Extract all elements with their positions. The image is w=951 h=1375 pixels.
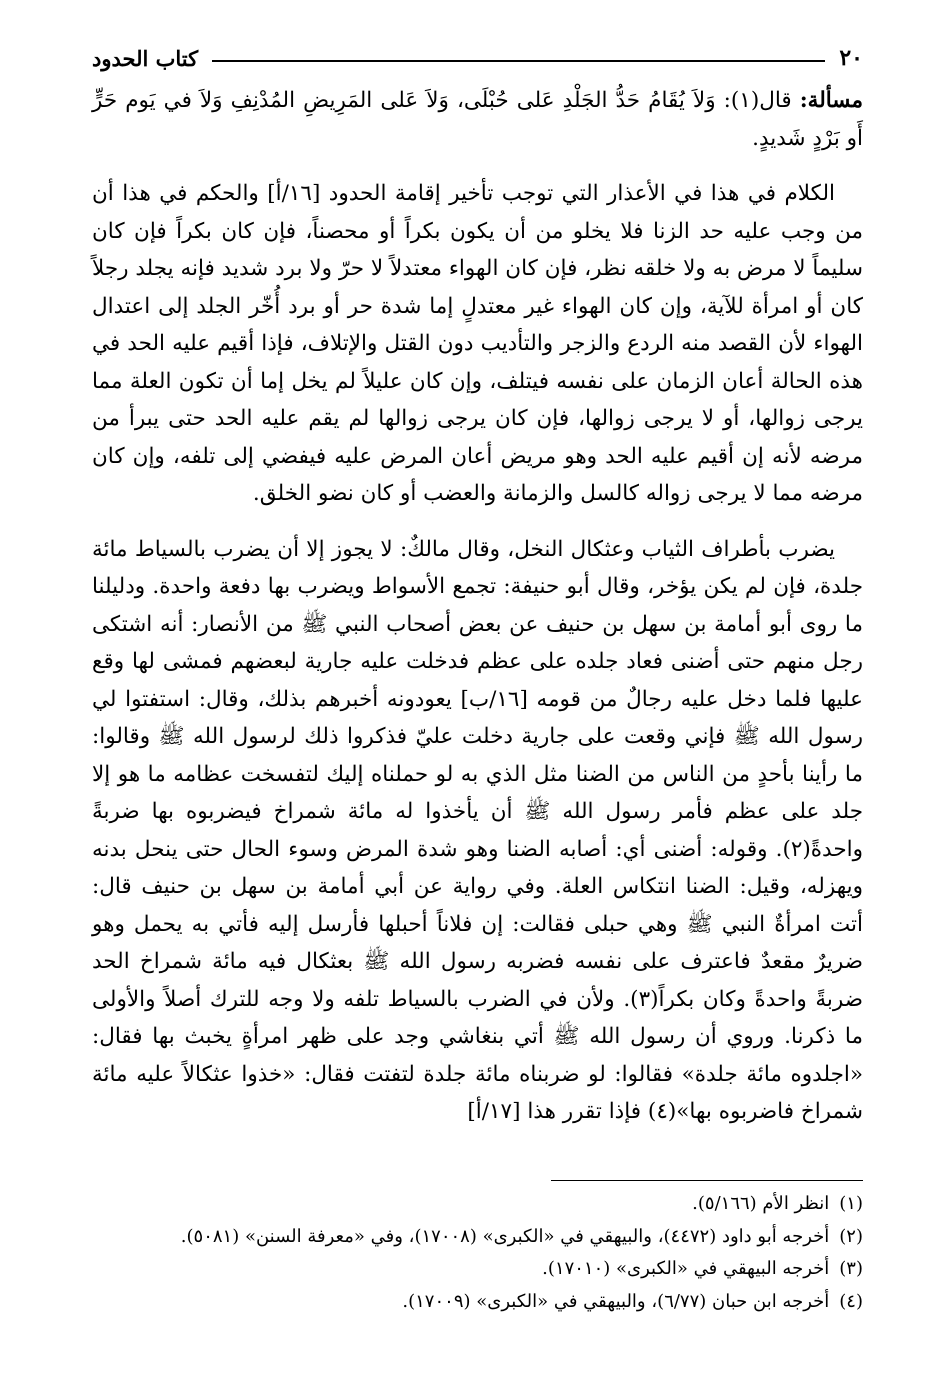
footnote-number: (٢): [839, 1225, 863, 1247]
main-text: [92, 82, 863, 1131]
masala-paragraph: [92, 82, 863, 157]
footnote-number: (١): [839, 1193, 863, 1214]
footnote-text: انظر الأم (٥/١٦٦).: [692, 1193, 830, 1214]
masala-label: مسألة:: [799, 88, 863, 113]
header-rule: [212, 60, 825, 62]
running-title: كتاب الحدود: [92, 45, 199, 71]
footnote-item: [92, 1188, 863, 1221]
footnote-item: [92, 1221, 863, 1254]
evidence-paragraph: يضرب بأطراف الثياب وعثكال النخل، وقال مالكٌ: لا يجوز إلا أن يضرب بالسياط مائة جلدة، فإن لم يكن يؤخر، وقال أبو حنيفة: تجمع الأسواط ويضرب بها دفعة واحدة. ودليلنا ما روى أبو أمامة بن سهل بن حنيف عن بعض أصحاب النبي ﷺ من الأنصار: أنه اشتكى رجل منهم حتى أضنى فعاد جلده على عظم فدخلت عليه جارية لبعضهم فمشى لها وقع عليها فلما دخل عليه رجالٌ من قومه [١٦/ب] يعودونه أخبرهم بذلك، وقال: استفتوا لي رسول الله ﷺ فإني وقعت على جارية دخلت عليّ فذكروا ذلك لرسول الله ﷺ وقالوا: ما رأينا بأحدٍ من الناس من الضنا مثل الذي به لو حملناه إليك لتفسخت عظامه ما هو إلا جلد على عظم فأمر رسول الله ﷺ أن يأخذوا له مائة شمراخ فيضربوه بها ضربةً واحدةً(٢). وقوله: أضنى أي: أصابه الضنا وهو شدة المرض وسوء الحال حتى ينحل بدنه ويهزله، وقيل: الضنا انتكاس العلة. وفي رواية عن أبي أمامة بن سهل بن حنيف قال: أتت امرأةٌ النبي ﷺ وهي حبلى فقالت: إن فلاناً أحبلها فأرسل إليه فأتي به يحمل وهو ضريرٌ مقعدٌ فاعترف على نفسه فضربه رسول الله ﷺ بعثكال فيه مائة شمراخ الحد ضربةً واحدةً وكان بكراً(٣). ولأن في الضرب بالسياط تلفه ولا وجه للترك أصلاً والأولى ما ذكرنا. وروي أن رسول الله ﷺ أتي بنغاشي وجد على ظهر امرأةٍ يخبث بها فقال: «اجلدوه مائة جلدة» فقالوا: لو ضربناه مائة جلدة لتفتت فقال: «خذوا عثكالاً عليه مائة شمراخ فاضربوه بها»(٤) فإذا تقرر هذا [١٧/أ]: [92, 536, 863, 1124]
footnote-item: [92, 1253, 863, 1286]
footnote-text: أخرجه ابن حبان (٦/٧٧)، والبيهقي في «الكبرى» (١٧٠٠٩).: [402, 1290, 830, 1312]
book-page: [92, 0, 863, 1375]
footnote-separator: [551, 1180, 863, 1181]
commentary-paragraph: الكلام في هذا في الأعذار التي توجب تأخير إقامة الحدود [١٦/أ] والحكم في هذا أن من وجب عليه حد الزنا فلا يخلو من أن يكون بكراً أو محصناً، فإن كان بكراً فإن كان سليماً لا مرض به ولا خلقه نظر، فإن كان الهواء معتدلاً لا حرّ ولا برد شديد فإنه يجلد رجلاً كان أو امرأة للآية، وإن كان الهواء غير معتدلٍ إما شدة حر أو برد أُخّر الجلد إلى اعتدال الهواء لأن القصد منه الردع والزجر والتأديب دون القتل والإتلاف، فإذا أقيم عليه الحد في هذه الحالة أعان الزمان على نفسه فيتلف، وإن كان عليلاً لم يخل إما أن تكون العلة مما يرجى زوالها، أو لا يرجى زوالها، فإن كان يرجى زوالها لم يقم عليه الحد حتى يبرأ من مرضه لأنه إن أقيم عليه الحد وهو مريض أعان المرض عليه فيفضي إلى تلفه، وإن كان مرضه مما لا يرجى زواله كالسل والزمانة والعضب أو كان نضو الخلق.: [92, 181, 863, 506]
footnote-number: (٤): [839, 1290, 863, 1312]
footnotes: [92, 1188, 863, 1318]
footnote-text: أخرجه أبو داود (٤٤٧٢)، والبيهقي في «الكبرى» (١٧٠٠٨)، وفي «معرفة السنن» (٥٠٨١).: [180, 1225, 830, 1247]
footnote-text: أخرجه البيهقي في «الكبرى» (١٧٠١٠).: [542, 1258, 830, 1279]
footnote-item: [92, 1286, 863, 1319]
masala-text: قال(١): وَلاَ يُقَامُ حَدُّ الجَلْدِ عَلى حُبْلَى، وَلاَ عَلى المَرِيضِ المُدْنِفِ وَلاَ في يَوم حَرٍّ أَو بَرْدٍ شَديدٍ.: [92, 88, 863, 151]
page-header: [92, 38, 863, 78]
footnote-number: (٣): [839, 1258, 863, 1279]
page-number: ٢٠: [839, 45, 863, 71]
